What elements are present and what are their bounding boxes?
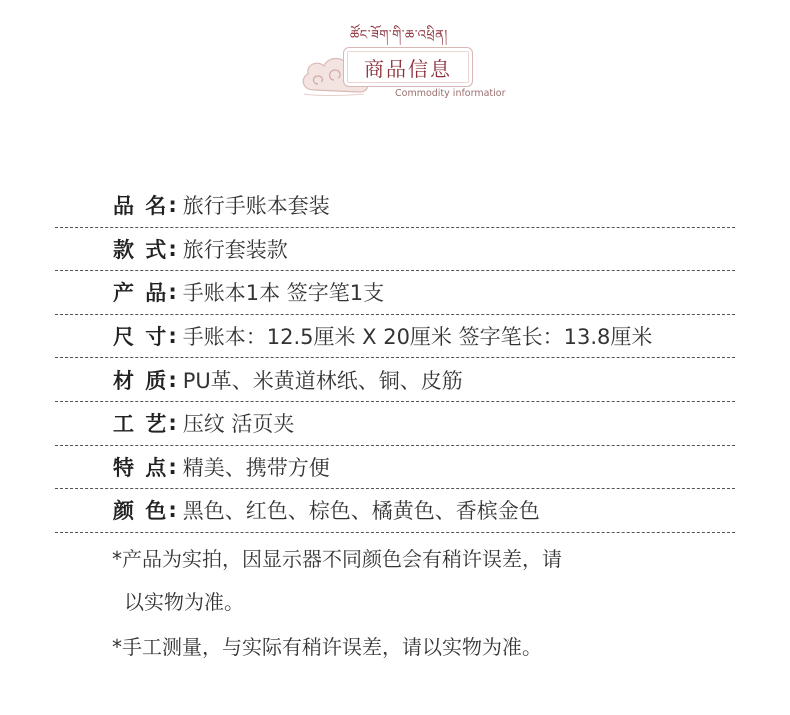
spec-label: 颜 色: [113, 499, 169, 524]
spec-value: PU革、米黄道林纸、铜、皮筋: [182, 368, 463, 393]
note-photo-line-1: *产品为实拍，因显示器不同颜色会有稍许误差，请: [112, 547, 562, 571]
spec-table: [55, 184, 735, 533]
spec-colon: :: [168, 280, 177, 305]
spec-row-name: [55, 184, 735, 228]
disclaimer-notes: [112, 538, 712, 669]
spec-colon: :: [168, 193, 177, 218]
spec-value: 精美、携带方便: [182, 455, 330, 480]
spec-row-craft: [55, 402, 735, 446]
spec-value: 黑色、红色、棕色、橘黄色、香槟金色: [182, 499, 540, 524]
spec-colon: :: [168, 411, 177, 436]
spec-row-material: [55, 358, 735, 402]
spec-row-style: [55, 228, 735, 272]
spec-colon: :: [168, 454, 177, 479]
spec-row-color: [55, 489, 735, 533]
tibetan-heading: ཚོང་ཟོག་གི་ཆ་འཕྲིན།: [350, 28, 448, 43]
commodity-info-header: [0, 0, 790, 110]
spec-row-size: [55, 315, 735, 359]
spec-colon: :: [168, 367, 177, 392]
spec-value: 手账本：12.5厘米 X 20厘米 签字笔长：13.8厘米: [182, 325, 653, 350]
spec-label: 品 名: [113, 194, 169, 219]
spec-colon: :: [168, 236, 177, 261]
spec-value: 手账本1本 签字笔1支: [182, 281, 385, 306]
section-title: 商品信息: [364, 56, 452, 81]
spec-label: 工 艺: [113, 412, 169, 437]
title-frame: [343, 47, 473, 87]
spec-value: 旅行手账本套装: [182, 194, 330, 219]
spec-label: 款 式: [113, 237, 169, 262]
spec-label: 尺 寸: [113, 325, 169, 350]
note-measurement: *手工测量，与实际有稍许误差，请以实物为准。: [112, 635, 542, 659]
spec-value: 旅行套装款: [182, 237, 288, 262]
spec-label: 材 质: [113, 368, 169, 393]
spec-colon: :: [168, 498, 177, 523]
spec-colon: :: [168, 324, 177, 349]
spec-row-product: [55, 271, 735, 315]
spec-value: 压纹 活页夹: [182, 412, 295, 437]
spec-label: 特 点: [113, 455, 169, 480]
spec-label: 产 品: [113, 281, 169, 306]
note-photo-line-2: 以实物为准。: [124, 590, 244, 614]
section-subtitle: Commodity informatior: [395, 88, 506, 99]
spec-row-features: [55, 446, 735, 490]
